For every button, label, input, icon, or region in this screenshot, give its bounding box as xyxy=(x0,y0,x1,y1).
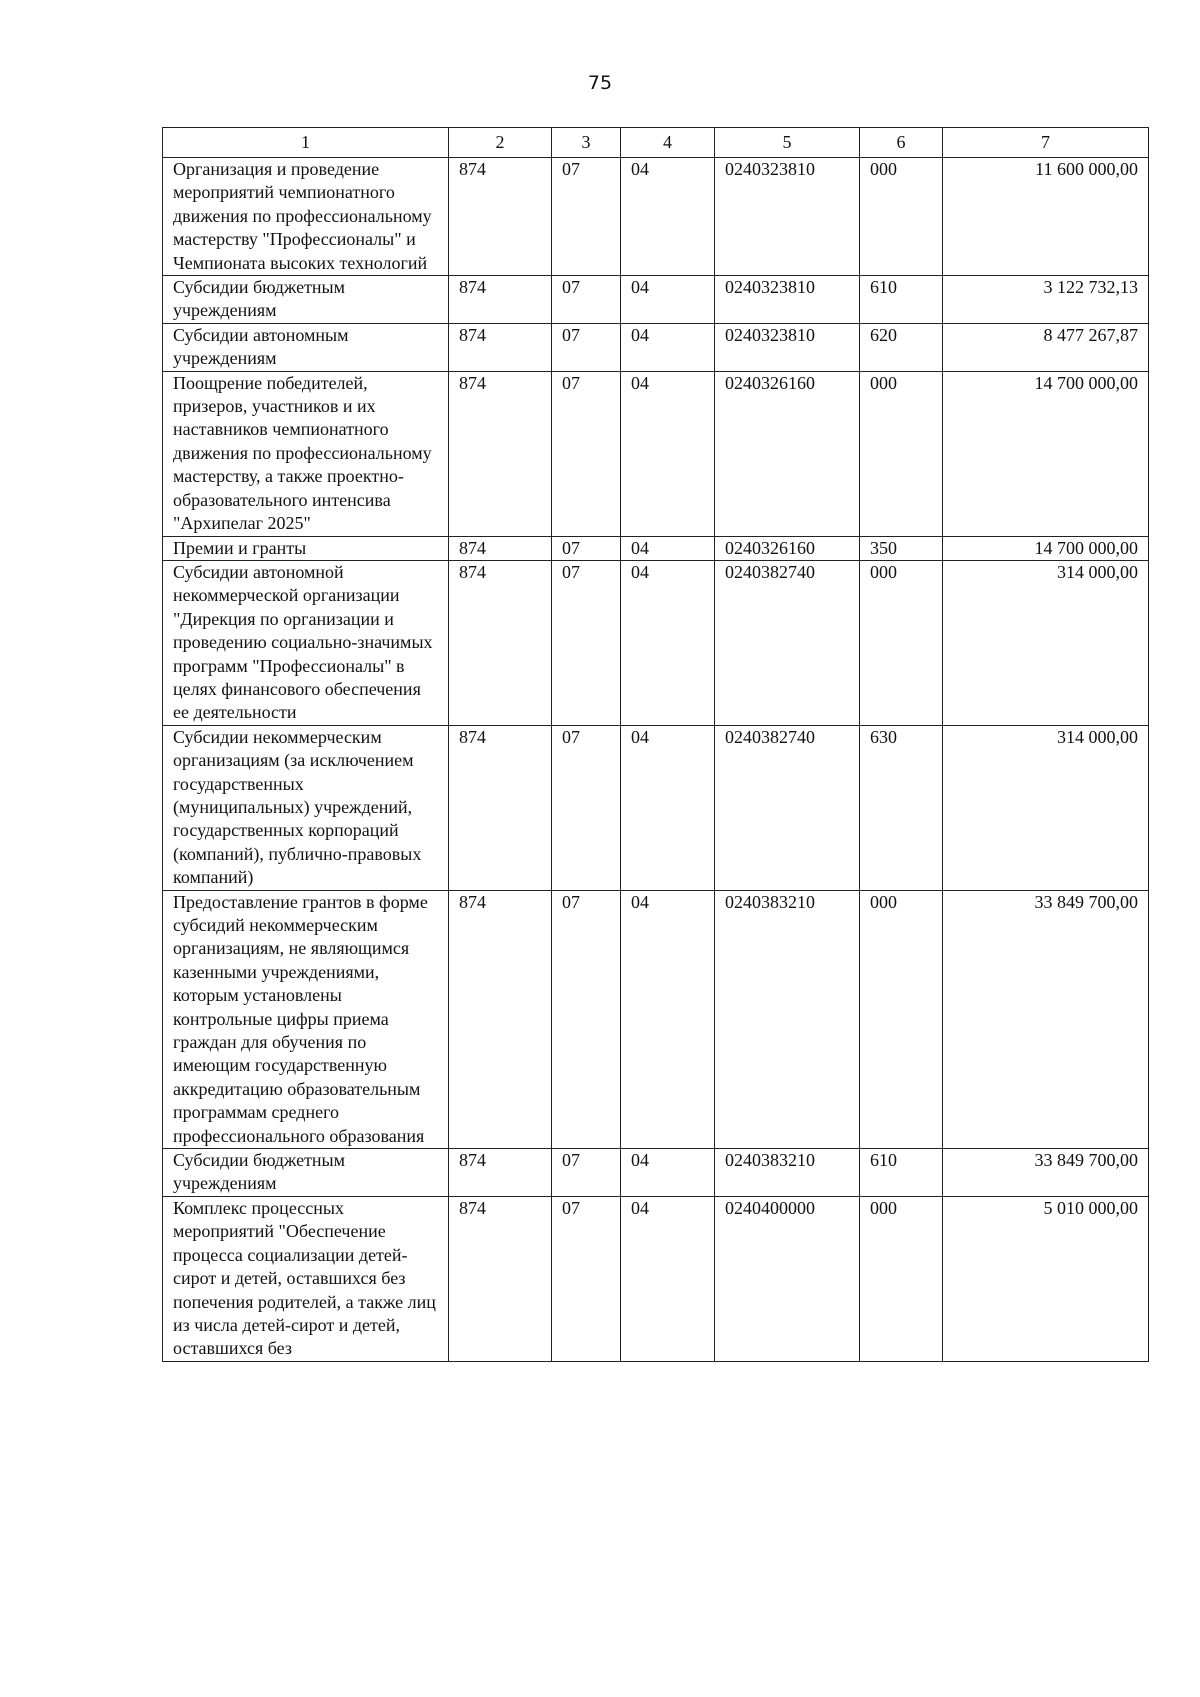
target-article-cell: 0240382740 xyxy=(715,725,860,890)
row-name-cell: Субсидии автономной некоммерческой организации "Дирекция по организации и проведению социально-значимых программ "Профессионалы" в целях финансового обеспечения ее деятельности xyxy=(163,560,449,725)
section-cell: 07 xyxy=(552,725,621,890)
target-article-cell: 0240326160 xyxy=(715,536,860,560)
table-row xyxy=(163,323,1149,371)
table-row xyxy=(163,725,1149,890)
grbs-cell: 874 xyxy=(449,323,552,371)
amount-cell: 5 010 000,00 xyxy=(943,1196,1149,1361)
column-header: 6 xyxy=(860,128,943,158)
target-article-cell: 0240323810 xyxy=(715,276,860,324)
subsection-cell: 04 xyxy=(621,536,715,560)
amount-cell: 314 000,00 xyxy=(943,725,1149,890)
expense-type-cell: 350 xyxy=(860,536,943,560)
subsection-cell: 04 xyxy=(621,890,715,1148)
expense-type-cell: 610 xyxy=(860,1149,943,1197)
column-header: 4 xyxy=(621,128,715,158)
table-row xyxy=(163,890,1149,1148)
section-cell: 07 xyxy=(552,276,621,324)
target-article-cell: 0240382740 xyxy=(715,560,860,725)
grbs-cell: 874 xyxy=(449,890,552,1148)
table-row xyxy=(163,158,1149,276)
budget-table xyxy=(162,127,1149,1362)
section-cell: 07 xyxy=(552,560,621,725)
section-cell: 07 xyxy=(552,371,621,536)
target-article-cell: 0240323810 xyxy=(715,323,860,371)
grbs-cell: 874 xyxy=(449,1196,552,1361)
subsection-cell: 04 xyxy=(621,323,715,371)
target-article-cell: 0240326160 xyxy=(715,371,860,536)
expense-type-cell: 610 xyxy=(860,276,943,324)
table-row xyxy=(163,1149,1149,1197)
subsection-cell: 04 xyxy=(621,725,715,890)
subsection-cell: 04 xyxy=(621,276,715,324)
grbs-cell: 874 xyxy=(449,560,552,725)
row-name-cell: Комплекс процессных мероприятий "Обеспечение процесса социализации детей-сирот и детей, оставшихся без попечения родителей, а также лиц из числа детей-сирот и детей, оставшихся без xyxy=(163,1196,449,1361)
section-cell: 07 xyxy=(552,890,621,1148)
column-header: 7 xyxy=(943,128,1149,158)
expense-type-cell: 620 xyxy=(860,323,943,371)
page-number: 75 xyxy=(587,72,613,94)
row-name-cell: Субсидии бюджетным учреждениям xyxy=(163,276,449,324)
header-row xyxy=(163,128,1149,158)
amount-cell: 33 849 700,00 xyxy=(943,890,1149,1148)
grbs-cell: 874 xyxy=(449,536,552,560)
grbs-cell: 874 xyxy=(449,371,552,536)
target-article-cell: 0240400000 xyxy=(715,1196,860,1361)
table-row xyxy=(163,371,1149,536)
expense-type-cell: 000 xyxy=(860,890,943,1148)
amount-cell: 33 849 700,00 xyxy=(943,1149,1149,1197)
column-header: 3 xyxy=(552,128,621,158)
amount-cell: 14 700 000,00 xyxy=(943,536,1149,560)
section-cell: 07 xyxy=(552,536,621,560)
subsection-cell: 04 xyxy=(621,1196,715,1361)
section-cell: 07 xyxy=(552,1149,621,1197)
grbs-cell: 874 xyxy=(449,1149,552,1197)
amount-cell: 11 600 000,00 xyxy=(943,158,1149,276)
subsection-cell: 04 xyxy=(621,158,715,276)
amount-cell: 314 000,00 xyxy=(943,560,1149,725)
expense-type-cell: 000 xyxy=(860,560,943,725)
table-row xyxy=(163,1196,1149,1361)
grbs-cell: 874 xyxy=(449,158,552,276)
table-row xyxy=(163,276,1149,324)
column-header: 5 xyxy=(715,128,860,158)
expense-type-cell: 630 xyxy=(860,725,943,890)
expense-type-cell: 000 xyxy=(860,371,943,536)
expense-type-cell: 000 xyxy=(860,158,943,276)
table-body xyxy=(163,158,1149,1362)
column-header: 1 xyxy=(163,128,449,158)
table-row xyxy=(163,560,1149,725)
target-article-cell: 0240383210 xyxy=(715,890,860,1148)
row-name-cell: Субсидии автономным учреждениям xyxy=(163,323,449,371)
target-article-cell: 0240323810 xyxy=(715,158,860,276)
subsection-cell: 04 xyxy=(621,1149,715,1197)
row-name-cell: Субсидии бюджетным учреждениям xyxy=(163,1149,449,1197)
amount-cell: 8 477 267,87 xyxy=(943,323,1149,371)
grbs-cell: 874 xyxy=(449,725,552,890)
section-cell: 07 xyxy=(552,1196,621,1361)
section-cell: 07 xyxy=(552,323,621,371)
row-name-cell: Поощрение победителей, призеров, участников и их наставников чемпионатного движения по профессиональному мастерству, а также проектно-образовательного интенсива "Архипелаг 2025" xyxy=(163,371,449,536)
row-name-cell: Предоставление грантов в форме субсидий некоммерческим организациям, не являющимся казенными учреждениями, которым установлены контрольные цифры приема граждан для обучения по имеющим государственную аккредитацию образовательным программам среднего профессионального образования xyxy=(163,890,449,1148)
row-name-cell: Организация и проведение мероприятий чемпионатного движения по профессиональному мастерству "Профессионалы" и Чемпионата высоких технологий xyxy=(163,158,449,276)
row-name-cell: Субсидии некоммерческим организациям (за исключением государственных (муниципальных) учреждений, государственных корпораций (компаний), публично-правовых компаний) xyxy=(163,725,449,890)
section-cell: 07 xyxy=(552,158,621,276)
expense-type-cell: 000 xyxy=(860,1196,943,1361)
amount-cell: 14 700 000,00 xyxy=(943,371,1149,536)
row-name-cell: Премии и гранты xyxy=(163,536,449,560)
subsection-cell: 04 xyxy=(621,560,715,725)
grbs-cell: 874 xyxy=(449,276,552,324)
target-article-cell: 0240383210 xyxy=(715,1149,860,1197)
amount-cell: 3 122 732,13 xyxy=(943,276,1149,324)
subsection-cell: 04 xyxy=(621,371,715,536)
column-header: 2 xyxy=(449,128,552,158)
table-row xyxy=(163,536,1149,560)
